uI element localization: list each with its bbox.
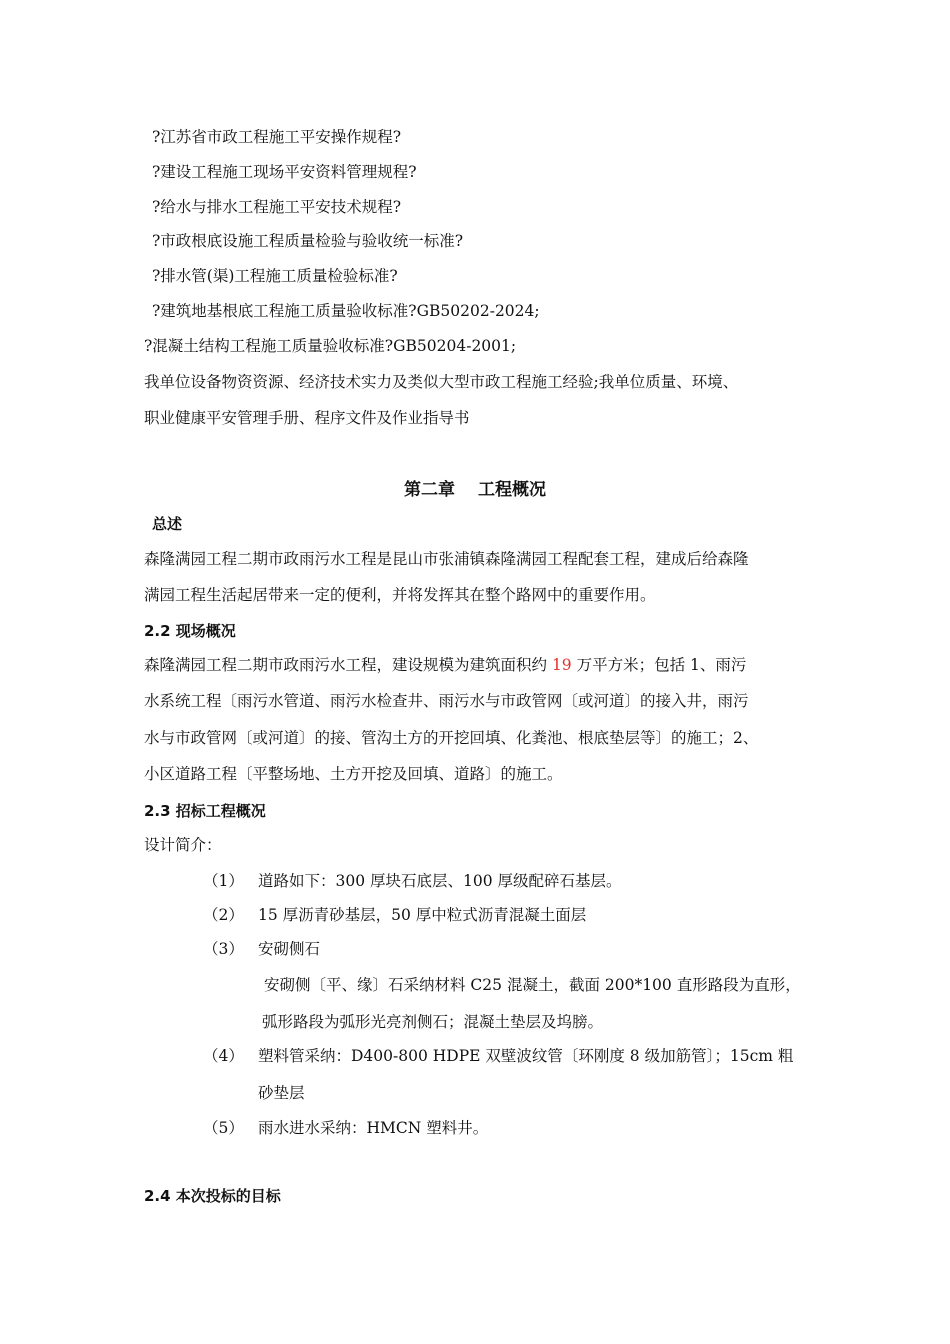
reference-item: ?市政根底设施工程质量检验与验收统一标准? [152, 232, 464, 250]
item-number: （2） [203, 906, 244, 924]
design-item-detail: 安砌侧〔平、缘〕石采纳材料 C25 混凝土，截面 200*100 直形路段为直形， [264, 976, 801, 994]
reference-item: ?江苏省市政工程施工平安操作规程? [152, 128, 402, 146]
design-item-detail: 弧形路段为弧形光亮剂侧石；混凝土垫层及坞膀。 [262, 1013, 604, 1031]
resources-text: 我单位设备物资资源、经济技术实力及类似大型市政工程施工经验;我单位质量、环境、 [144, 373, 739, 391]
reference-item: ?混凝土结构工程施工质量验收标准?GB50204-2001; [144, 337, 517, 355]
section-heading-bid: 2.3 招标工程概况 [144, 802, 266, 820]
site-text [144, 654, 746, 676]
reference-item: ?排水管(渠)工程施工质量检验标准? [152, 267, 398, 285]
reference-item: ?建设工程施工现场平安资料管理规程? [152, 163, 417, 181]
design-item: 15 厚沥青砂基层，50 厚中粒式沥青混凝土面层 [258, 906, 587, 924]
item-number: （5） [203, 1119, 244, 1137]
section-heading-target: 2.4 本次投标的目标 [144, 1187, 281, 1205]
chapter-title: 第二章 工程概况 [404, 480, 546, 500]
area-value: 19 [551, 656, 572, 674]
reference-item: ?建筑地基根底工程施工质量验收标准?GB50202-2024; [152, 302, 540, 320]
item-number: （3） [203, 940, 244, 958]
site-text: 水系统工程〔雨污水管道、雨污水检查井、雨污水与市政管网〔或河道〕的接入井，雨污 [144, 692, 749, 710]
site-text-part: 森隆满园工程二期市政雨污水工程，建设规模为建筑面积约 [144, 656, 552, 674]
design-item-continued: 砂垫层 [258, 1084, 305, 1102]
design-item: 安砌侧石 [258, 940, 321, 958]
item-number: （4） [203, 1047, 244, 1065]
overview-text: 森隆满园工程二期市政雨污水工程是昆山市张浦镇森隆满园工程配套工程，建成后给森隆 [144, 550, 749, 568]
site-text: 水与市政管网〔或河道〕的接、管沟土方的开挖回填、化粪池、根底垫层等〕的施工；2、 [144, 729, 759, 747]
design-item: 道路如下：300 厚块石底层、100 厚级配碎石基层。 [258, 872, 622, 890]
design-item: 塑料管采纳：D400-800 HDPE 双壁波纹管〔环刚度 8 级加筋管〕；15cm 粗 [258, 1047, 794, 1065]
overview-text: 满园工程生活起居带来一定的便利，并将发挥其在整个路网中的重要作用。 [144, 586, 656, 604]
design-item: 雨水进水采纳：HMCN 塑料井。 [258, 1119, 489, 1137]
item-number: （1） [203, 872, 244, 890]
resources-text: 职业健康平安管理手册、程序文件及作业指导书 [144, 409, 470, 427]
site-text: 小区道路工程〔平整场地、土方开挖及回填、道路〕的施工。 [144, 765, 563, 783]
section-heading-site: 2.2 现场概况 [144, 622, 236, 640]
reference-item: ?给水与排水工程施工平安技术规程? [152, 198, 402, 216]
site-text-part: 万平方米；包括 1、雨污 [571, 656, 747, 674]
section-heading-overview: 总述 [152, 515, 183, 533]
design-intro: 设计简介： [144, 836, 222, 854]
